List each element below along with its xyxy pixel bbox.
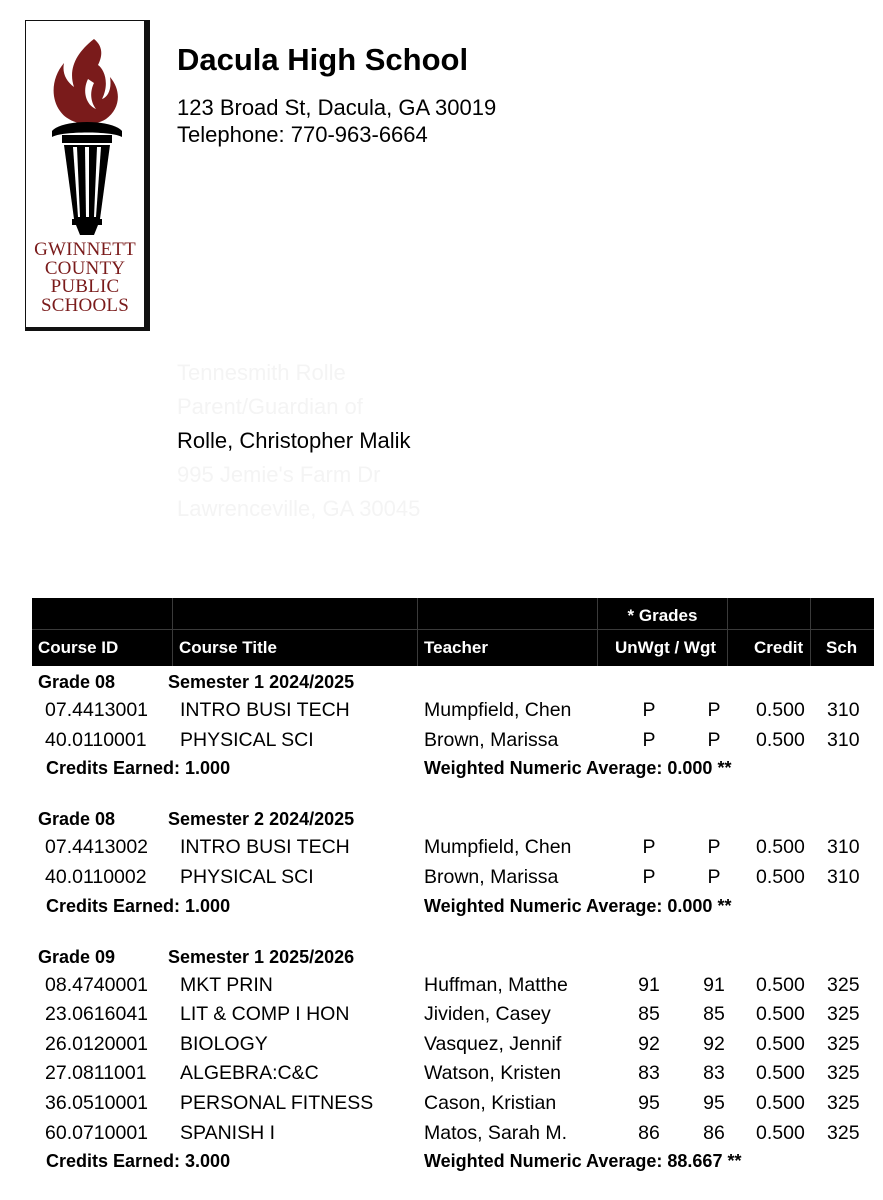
course-title: INTRO BUSI TECH (180, 699, 350, 721)
table-row (0, 866, 883, 892)
school-code: 310 (827, 836, 860, 858)
school-code: 310 (827, 866, 860, 888)
course-id: 36.0510001 (45, 1092, 149, 1114)
flame-icon (54, 39, 118, 124)
school-code: 325 (827, 1122, 860, 1144)
student-name: Rolle, Christopher Malik (177, 428, 411, 453)
weighted-grade: 91 (703, 974, 725, 996)
course-id: 60.0710001 (45, 1122, 149, 1144)
unweighted-grade: 85 (638, 1003, 660, 1025)
teacher: Cason, Kristian (424, 1092, 557, 1114)
credit: 0.500 (756, 1003, 805, 1025)
course-id: 26.0120001 (45, 1033, 149, 1055)
credits-earned: Credits Earned: 3.000 (46, 1151, 231, 1171)
credit: 0.500 (756, 1092, 805, 1114)
header-course-title: Course Title (179, 638, 277, 657)
section-title (38, 947, 355, 968)
unweighted-grade: P (642, 729, 656, 751)
school-telephone: Telephone: 770-963-6664 (177, 122, 428, 147)
school-code: 310 (827, 699, 860, 721)
course-title: INTRO BUSI TECH (180, 836, 350, 858)
weighted-grade: P (707, 866, 721, 888)
school-code: 325 (827, 974, 860, 996)
recipient-line: Tennesmith Rolle (177, 360, 346, 385)
unweighted-grade: 92 (638, 1033, 660, 1055)
course-title: BIOLOGY (180, 1033, 268, 1055)
course-id: 40.0110001 (45, 729, 147, 751)
school-code: 325 (827, 1033, 860, 1055)
school-code: 325 (827, 1003, 860, 1025)
section-grade: Grade 08 (38, 672, 116, 692)
teacher: Mumpfield, Chen (424, 836, 572, 858)
course-title: PHYSICAL SCI (180, 729, 314, 751)
credit: 0.500 (756, 974, 805, 996)
logo-line: GWINNETT (34, 239, 136, 260)
teacher: Brown, Marissa (424, 866, 559, 888)
course-id: 07.4413001 (45, 699, 149, 721)
course-id: 23.0616041 (45, 1003, 149, 1025)
credit: 0.500 (756, 836, 805, 858)
credit: 0.500 (756, 1033, 805, 1055)
logo-wordmark (26, 241, 144, 315)
header-credit: Credit (754, 638, 804, 657)
teacher: Huffman, Matthe (424, 974, 568, 996)
school-name: Dacula High School (177, 42, 469, 77)
table-row (0, 1062, 883, 1088)
unweighted-grade: P (642, 836, 656, 858)
header-teacher: Teacher (424, 638, 488, 657)
course-id: 27.0811001 (45, 1062, 147, 1084)
school-code: 310 (827, 729, 860, 751)
recipient-line: 995 Jemie's Farm Dr (177, 462, 381, 487)
header-unwgt-wgt: UnWgt / Wgt (615, 638, 717, 657)
course-title: PHYSICAL SCI (180, 866, 314, 888)
table-row (0, 699, 883, 725)
course-title: PERSONAL FITNESS (180, 1092, 374, 1114)
unweighted-grade: 83 (638, 1062, 660, 1084)
credits-earned: Credits Earned: 1.000 (46, 896, 231, 916)
school-address: 123 Broad St, Dacula, GA 30019 (177, 95, 497, 120)
course-title: ALGEBRA:C&C (180, 1062, 319, 1084)
school-contact (177, 94, 496, 148)
section-grade: Grade 08 (38, 809, 116, 829)
teacher: Watson, Kristen (424, 1062, 561, 1084)
header-course-id: Course ID (38, 638, 119, 657)
unweighted-grade: 91 (638, 974, 660, 996)
recipient-line: Lawrenceville, GA 30045 (177, 496, 421, 521)
table-row (0, 1003, 883, 1029)
weighted-grade: 86 (703, 1122, 725, 1144)
weighted-grade: 95 (703, 1092, 725, 1114)
table-row (0, 836, 883, 862)
school-code: 325 (827, 1062, 860, 1084)
course-title: LIT & COMP I HON (180, 1003, 350, 1025)
credit: 0.500 (756, 1122, 805, 1144)
unweighted-grade: 95 (638, 1092, 660, 1114)
unweighted-grade: P (642, 699, 656, 721)
course-id: 40.0110002 (45, 866, 147, 888)
district-logo (25, 20, 150, 331)
logo-line: SCHOOLS (41, 294, 129, 316)
recipient-address (177, 356, 420, 526)
table-row (0, 1033, 883, 1059)
credit: 0.500 (756, 1062, 805, 1084)
unweighted-grade: P (642, 866, 656, 888)
teacher: Vasquez, Jennif (424, 1033, 562, 1055)
course-title: MKT PRIN (180, 974, 273, 996)
credits-earned: Credits Earned: 1.000 (46, 758, 231, 778)
course-id: 08.4740001 (45, 974, 149, 996)
logo-line: COUNTY (44, 257, 126, 279)
weighted-grade: 83 (703, 1062, 725, 1084)
table-row (0, 1122, 883, 1148)
teacher: Matos, Sarah M. (424, 1122, 568, 1144)
recipient-line: Parent/Guardian of (177, 394, 363, 419)
weighted-grade: P (707, 836, 721, 858)
table-row (0, 974, 883, 1000)
weighted-grade: P (707, 729, 721, 751)
credit: 0.500 (756, 699, 805, 721)
section-semester: Semester 1 2025/2026 (168, 947, 355, 967)
table-header (32, 598, 874, 666)
table-row (0, 729, 883, 755)
weighted-grade: 92 (703, 1033, 725, 1055)
grades-group-header: * Grades (627, 606, 698, 625)
weighted-grade: 85 (703, 1003, 725, 1025)
weighted-average: Weighted Numeric Average: 0.000 ** (424, 758, 732, 778)
torch-icon (46, 35, 128, 240)
course-title: SPANISH I (180, 1122, 275, 1144)
course-id: 07.4413002 (45, 836, 149, 858)
table-row (0, 1092, 883, 1118)
section-grade: Grade 09 (38, 947, 116, 967)
unweighted-grade: 86 (638, 1122, 660, 1144)
section-semester: Semester 2 2024/2025 (168, 809, 355, 829)
teacher: Brown, Marissa (424, 729, 559, 751)
school-code: 325 (827, 1092, 860, 1114)
credit: 0.500 (756, 729, 805, 751)
section-semester: Semester 1 2024/2025 (168, 672, 355, 692)
section-title (38, 672, 355, 693)
section-title (38, 809, 355, 830)
weighted-average: Weighted Numeric Average: 88.667 ** (424, 1151, 742, 1171)
header-sch: Sch (826, 638, 858, 657)
teacher: Mumpfield, Chen (424, 699, 572, 721)
credit: 0.500 (756, 866, 805, 888)
weighted-average: Weighted Numeric Average: 0.000 ** (424, 896, 732, 916)
weighted-grade: P (707, 699, 721, 721)
teacher: Jividen, Casey (424, 1003, 551, 1025)
logo-line: PUBLIC (50, 276, 120, 297)
